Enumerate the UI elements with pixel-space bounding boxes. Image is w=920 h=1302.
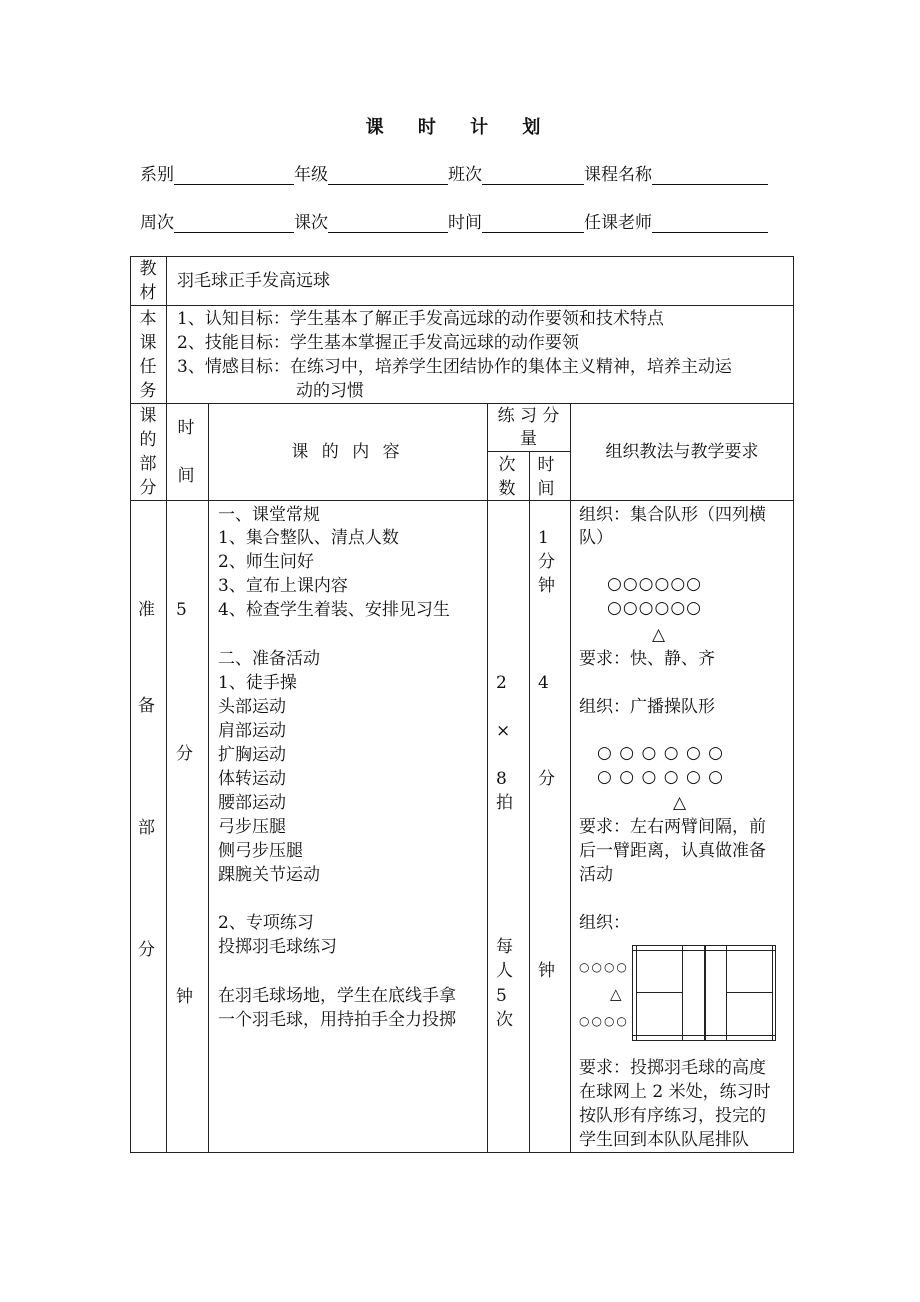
count-char: 8 [496,769,507,789]
divider [208,403,209,1153]
material-value: 羽毛球正手发高远球 [177,271,330,291]
col-load-header: 练 习 分 量 [497,406,560,449]
duration-char: 1 [538,528,549,548]
course-label: 课程名称 [584,165,652,185]
content-line: 在羽毛球场地，学生在底线手拿 [218,986,456,1006]
lesson-field[interactable] [328,212,448,233]
content-line: 3、宣布上课内容 [218,576,348,596]
content-line: 1、集合整队、清点人数 [218,528,399,548]
teacher-triangle-icon: △ [673,793,687,813]
content-line: 踝腕关节运动 [218,865,320,885]
lesson-label: 课次 [294,213,328,233]
count-char: 每 [496,937,513,957]
content-line: 1、徒手操 [218,673,297,693]
col-time-header: 时间 [177,418,195,486]
header-row-1 [140,160,768,186]
divider [130,500,794,501]
content-line: 扩胸运动 [218,745,286,765]
count-char: 5 [496,986,507,1006]
court-line [636,992,682,993]
method-req3: 按队形有序练习，投完的 [579,1106,766,1126]
task-line-4: 动的习惯 [296,381,364,401]
court-line [772,945,773,1041]
part-char: 部 [138,818,155,838]
count-char: × [496,721,511,741]
court-students-row: ○○○○ [579,1014,629,1028]
court-line [632,1035,776,1036]
content-line: 投掷羽毛球练习 [218,937,337,957]
time-char: 5 [176,600,187,620]
content-line: 体转运动 [218,769,286,789]
course-field[interactable] [652,164,768,185]
duration-char: 4 [538,673,549,693]
col-method-header: 组织教法与教学要求 [605,442,759,462]
content-line: 二、准备活动 [218,649,320,669]
method-org1-cont: 队） [579,528,613,548]
method-org1: 组织：集合队形（四列横 [579,505,766,525]
count-char: 次 [496,1010,513,1030]
court-line [726,992,772,993]
page-title: 课 时 计 划 [365,117,555,138]
count-char: 2 [496,673,507,693]
content-line: 肩部运动 [218,721,286,741]
divider [529,451,530,1153]
count-char: 人 [496,961,513,981]
divider [130,305,794,306]
court-net [704,945,706,1041]
method-req1: 要求：快、静、齐 [579,649,715,669]
class-label: 班次 [448,165,482,185]
court-line [726,945,727,1041]
court-line [636,945,637,1041]
content-line: 2、师生问好 [218,552,314,572]
method-req3: 学生回到本队队尾排队 [579,1130,749,1150]
duration-char: 钟 [538,576,555,596]
dept-field[interactable] [174,164,294,185]
time-char: 钟 [176,987,193,1007]
teacher-triangle-icon: △ [610,985,622,1003]
week-field[interactable] [174,212,294,233]
method-req2: 要求：左右两臂间隔，前 [579,817,766,837]
time-label: 时间 [448,213,482,233]
col-count-header: 次数 [498,455,516,499]
task-line-2: 2、技能目标：学生基本掌握正手发高远球的动作要领 [177,333,579,353]
content-line: 头部运动 [218,697,286,717]
part-char: 备 [138,696,155,716]
class-field[interactable] [482,164,584,185]
col-part-header: 课的部分 [139,406,157,498]
content-line: 一、课堂常规 [218,505,320,525]
grade-field[interactable] [328,164,448,185]
week-label: 周次 [140,213,174,233]
time-char: 分 [176,744,193,764]
col-duration-header: 时间 [537,455,555,499]
header-row-2 [140,208,768,234]
court-students-row: ○○○○ [579,960,629,974]
divider [130,403,794,404]
formation-row: ○ ○ ○ ○ ○ ○ [597,743,725,763]
part-char: 分 [138,940,155,960]
method-org2: 组织：广播操队形 [579,697,715,717]
divider [166,256,167,1153]
task-label: 本课任务 [139,309,157,401]
teacher-triangle-icon: △ [652,625,666,645]
divider [570,403,571,1153]
method-req2: 后一臂距离，认真做准备 [579,841,766,861]
content-line: 4、检查学生着装、安排见习生 [218,600,450,620]
divider [487,403,488,1153]
part-char: 准 [138,600,155,620]
method-org3: 组织： [579,913,630,933]
content-line: 侧弓步压腿 [218,841,303,861]
content-line: 一个羽毛球，用持拍手全力投掷 [218,1010,456,1030]
time-field[interactable] [482,212,584,233]
teacher-field[interactable] [652,212,768,233]
grade-label: 年级 [294,165,328,185]
task-line-3: 3、情感目标：在练习中，培养学生团结协作的集体主义精神，培养主动运 [177,357,732,377]
formation-row: ○○○○○○ [607,598,703,618]
duration-char: 钟 [538,961,555,981]
duration-char: 分 [538,552,555,572]
method-req3: 在球网上 2 米处，练习时 [579,1082,771,1102]
method-req3: 要求：投掷羽毛球的高度 [579,1058,766,1078]
count-char: 拍 [496,793,513,813]
material-label: 教材 [139,259,157,303]
formation-row: ○○○○○○ [607,574,703,594]
teacher-label: 任课老师 [584,213,652,233]
task-line-1: 1、认知目标：学生基本了解正手发高远球的动作要领和技术特点 [177,309,664,329]
formation-row: ○ ○ ○ ○ ○ ○ [597,767,725,787]
content-line: 腰部运动 [218,793,286,813]
court-line [682,945,683,1041]
col-content-header: 课 的 内 容 [291,442,404,462]
content-line: 2、专项练习 [218,913,314,933]
duration-char: 分 [538,769,555,789]
content-line: 弓步压腿 [218,817,286,837]
dept-label: 系别 [140,165,174,185]
court-line [632,950,776,951]
method-req2: 活动 [579,865,613,885]
